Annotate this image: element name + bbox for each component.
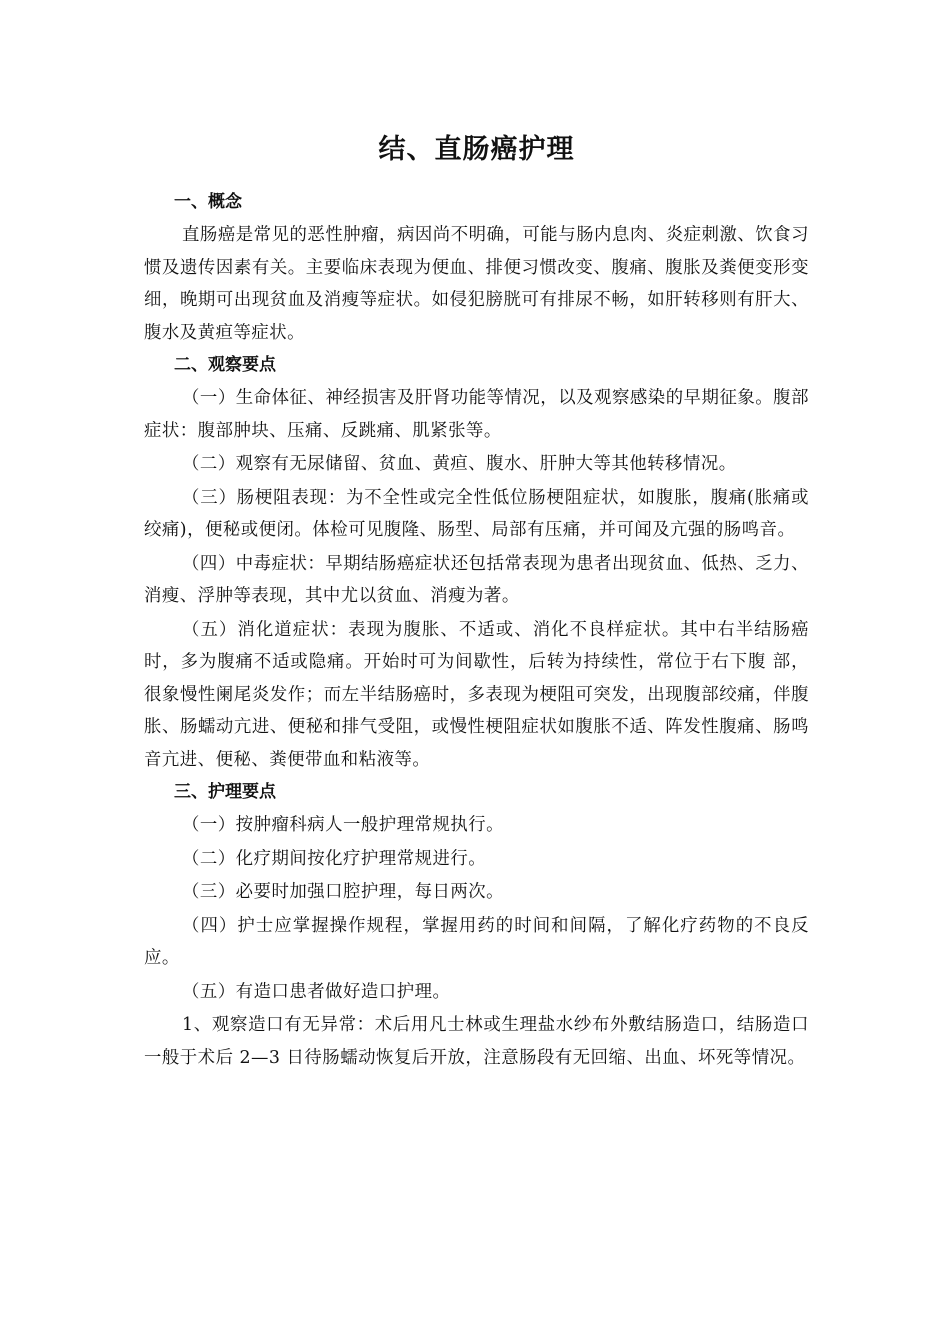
section-heading-observation: 二、观察要点: [174, 355, 276, 375]
section-heading-nursing: 三、护理要点: [174, 782, 276, 802]
paragraph: （一）生命体征、神经损害及肝肾功能等情况，以及观察感染的早期征象。腹部症状：腹部肿块、压痛、反跳痛、肌紧张等。: [144, 388, 809, 441]
document-title: 结、直肠癌护理: [378, 134, 575, 165]
paragraph: （一）按肿瘤科病人一般护理常规执行。: [182, 815, 505, 835]
paragraph: （二）化疗期间按化疗护理常规进行。: [182, 848, 487, 869]
paragraph: （四）护士应掌握操作规程，掌握用药的时间和间隔，了解化疗药物的不良反应。: [144, 915, 809, 968]
paragraph: （四）中毒症状：早期结肠癌症状还包括常表现为患者出现贫血、低热、乏力、消瘦、浮肿等表现，其中尤以贫血、消瘦为著。: [144, 553, 809, 606]
paragraph: （三）肠梗阻表现：为不全性或完全性低位肠梗阻症状，如腹胀，腹痛(胀痛或绞痛)，便秘或便闭。体检可见腹隆、肠型、局部有压痛，并可闻及亢强的肠鸣音。: [144, 487, 809, 540]
document-body: [144, 187, 809, 1075]
section-heading-concept: 一、概念: [174, 192, 242, 212]
paragraph: 直肠癌是常见的恶性肿瘤，病因尚不明确，可能与肠内息肉、炎症刺激、饮食习惯及遗传因素有关。主要临床表现为便血、排便习惯改变、腹痛、腹胀及粪便变形变细，晚期可出现贫血及消瘦等症状。如侵犯膀胱可有排尿不畅，如肝转移则有肝大、腹水及黄疸等症状。: [144, 225, 809, 343]
paragraph: （三）必要时加强口腔护理，每日两次。: [182, 882, 505, 902]
paragraph: （二）观察有无尿储留、贫血、黄疸、腹水、肝肿大等其他转移情况。: [182, 454, 737, 474]
paragraph: （五）有造口患者做好造口护理。: [182, 981, 451, 1002]
paragraph: （五）消化道症状：表现为腹胀、不适或、消化不良样症状。其中右半结肠癌时，多为腹痛不适或隐痛。开始时可为间歇性，后转为持续性，常位于右下腹 部，很象慢性阑尾炎发作；而左半结肠癌时，多表现为梗阻可突发，出现腹部绞痛，伴腹胀、肠蠕动亢进、便秘和排气受阻，或慢性梗阻症状如腹胀不适、阵发性腹痛、肠鸣音亢进、便秘、粪便带血和粘液等。: [144, 619, 809, 770]
paragraph: 1、观察造口有无异常：术后用凡士林或生理盐水纱布外敷结肠造口，结肠造口一般于术后 2—3 日待肠蠕动恢复后开放，注意肠段有无回缩、出血、坏死等情况。: [144, 1015, 809, 1068]
